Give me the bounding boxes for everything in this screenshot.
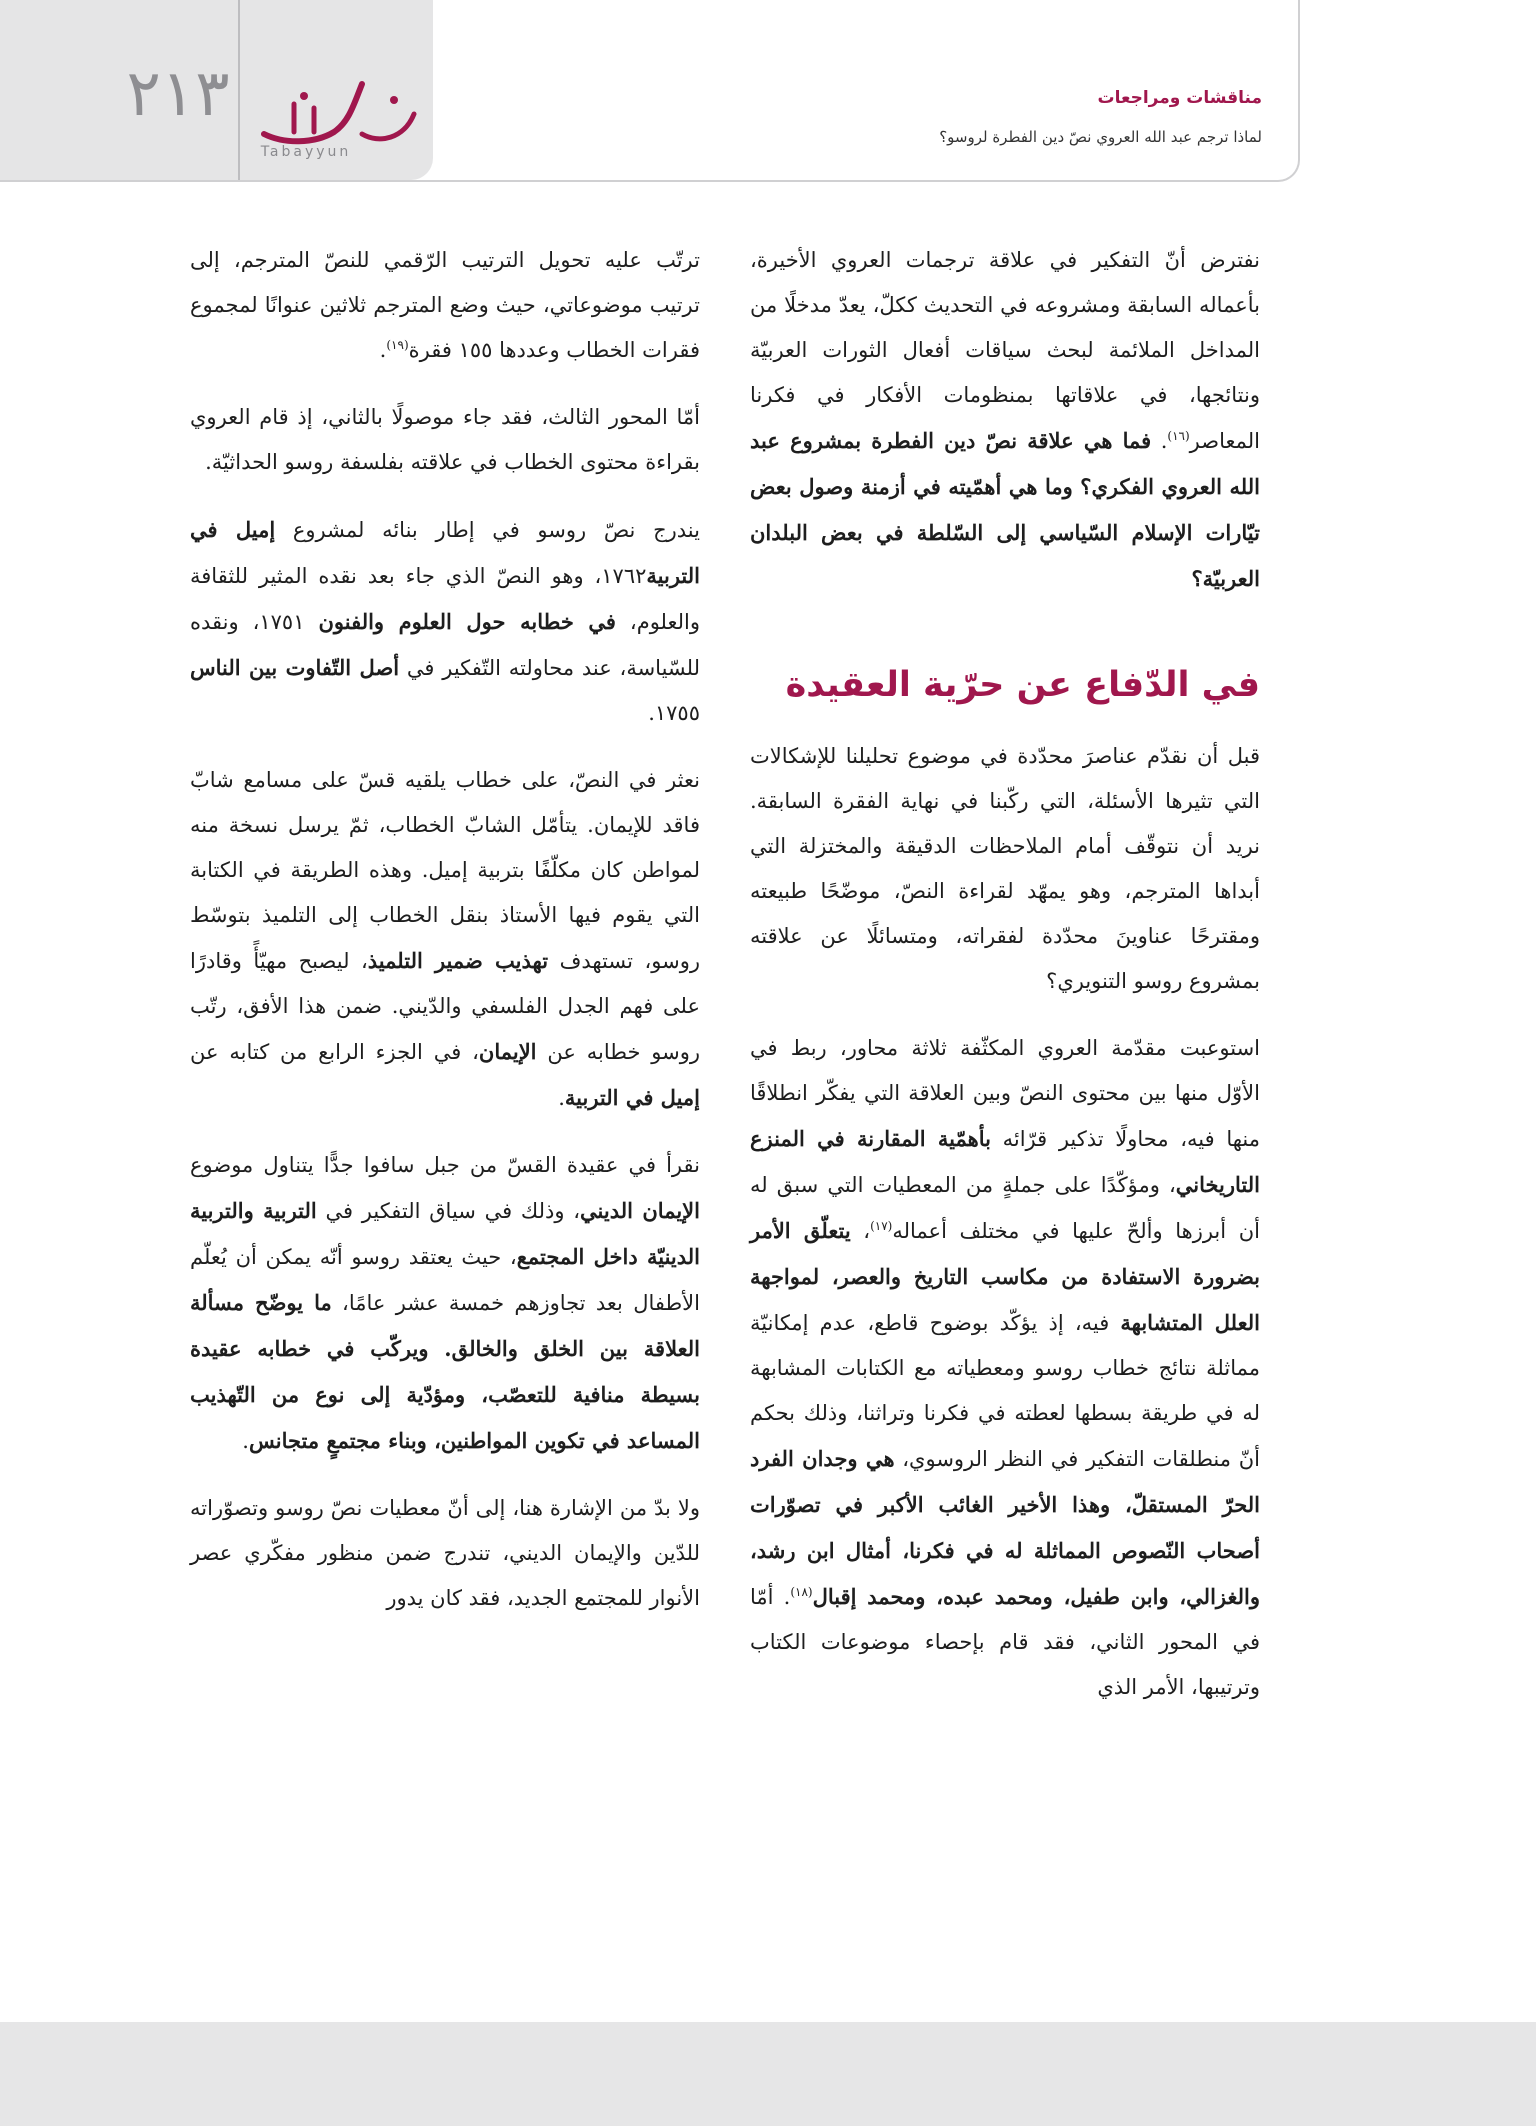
paragraph: يندرج نصّ روسو في إطار بنائه لمشروع إميل في التربية١٧٦٢، وهو النصّ الذي جاء بعد نقده المثير للثقافة والعلوم، في خطابه حول العلوم والفنون ١٧٥١، ونقده للسّياسة، عند محاولته التّفكير في أصل التّفاوت بين الناس ١٧٥٥. — [190, 517, 701, 725]
paragraph: ولا بدّ من الإشارة هنا، إلى أنّ معطيات نصّ روسو وتصوّراته للدّين والإيمان الديني، تندرج ضمن منظور مفكّري عصر الأنوار للمجتمع الجديد، فقد كان يدور — [190, 1496, 700, 1610]
page-number: ٢١٣ — [126, 57, 230, 131]
section-title: مناقشات ومراجعات — [1097, 88, 1262, 108]
paragraph: نقرأ في عقيدة القسّ من جبل سافوا جدًّا يتناول موضوع الإيمان الديني، وذلك في سياق التفكير في التربية والتربية الدينيّة داخل المجتمع، حيث يعتقد روسو أنّه يمكن أن يُعلّم الأطفال بعد تجاوزهم خمسة عشر عامًا، ما يوضّح مسألة العلاقة بين الخلق والخالق. ويركّب في خطابه عقيدة بسيطة منافية للتعصّب، ومؤدّية إلى نوع من التّهذيب المساعد في تكوين المواطنين، وبناء مجتمعٍ متجانس. — [190, 1153, 701, 1453]
footnote-ref[interactable]: (١٩) — [386, 338, 409, 352]
left-text-column — [190, 238, 700, 1643]
footnote-ref[interactable]: (١٦) — [1167, 429, 1190, 443]
paragraph: قبل أن نقدّم عناصرَ محدّدة في موضوع تحليلنا للإشكالات التي تثيرها الأسئلة، التي ركّبنا في نهاية الفقرة السابقة. نريد أن نتوقّف أمام الملاحظات الدقيقة والمختزلة التي أبداها المترجم، وهو يمهّد لقراءة النصّ، موضّحًا طبيعته ومقترحًا عناوينَ محدّدة لفقراته، ومتسائلًا عن علاقته بمشروع روسو التنويري؟ — [750, 744, 1260, 993]
paragraph: ترتّب عليه تحويل الترتيب الرّقمي للنصّ المترجم، إلى ترتيب موضوعاتي، حيث وضع المترجم ثلاثين عنوانًا لمجموع فقرات الخطاب وعددها ١٥٥ فقرة$^{(١٩)}$. — [190, 248, 700, 362]
header-divider — [238, 0, 240, 180]
logo-latin-text: Tabayyun — [260, 144, 352, 160]
section-heading: في الدّفاع عن حرّية العقيدة — [785, 665, 1260, 705]
footnote-ref[interactable]: (١٧) — [870, 1219, 893, 1233]
footnote-ref[interactable]: (١٨) — [790, 1585, 813, 1599]
paragraph: أمّا المحور الثالث، فقد جاء موصولًا بالثاني، إذ قام العروي بقراءة محتوى الخطاب في علاقته بفلسفة روسو الحداثيّة. — [190, 405, 700, 474]
right-text-column — [750, 238, 1260, 1732]
paragraph: استوعبت مقدّمة العروي المكثّفة ثلاثة محاور، ربط في الأوّل منها بين محتوى النصّ وبين العلاقة التي يفكّر انطلاقًا منها فيه، محاولًا تذكير قرّائه بأهمّية المقارنة في المنزع التاريخاني، ومؤكّدًا على جملةٍ من المعطيات التي سبق له أن أبرزها وألحّ عليها في مختلف أعماله$^{(١٧)}$، يتعلّق الأمر بضرورة الاستفادة من مكاسب التاريخ والعصر، لمواجهة العلل المتشابهة فيه، إذ يؤكّد بوضوح قاطع، عدم إمكانيّة مماثلة نتائج خطاب روسو ومعطياته مع الكتابات المشابهة له في طريقة بسطها لعطته في فكرنا وتراثنا، وذلك بحكم أنّ منطلقات التفكير في النظر الروسوي، هي وجدان الفرد الحرّ المستقلّ، وهذا الأخير الغائب الأكبر في تصوّرات أصحاب النّصوص المماثلة له في فكرنا، أمثال ابن رشد، والغزالي، وابن طفيل، ومحمد عبده، ومحمد إقبال$^{(١٨)}$. أمّا في المحور الثاني، فقد قام بإحصاء موضوعات الكتاب وترتيبها، الأمر الذي — [750, 1036, 1260, 1699]
paragraph: نعثر في النصّ، على خطاب يلقيه قسّ على مسامع شابّ فاقد للإيمان. يتأمّل الشابّ الخطاب، ثمّ يرسل نسخة منه لمواطن كان مكلّفًا بتربية إميل. وهذه الطريقة في الكتابة التي يقوم فيها الأستاذ بنقل الخطاب إلى التلميذ بتوسّط روسو، تستهدف تهذيب ضمير التلميذ، ليصبح مهيّأً وقادرًا على فهم الجدل الفلسفي والدّيني. ضمن هذا الأفق، رتّب روسو خطابه عن الإيمان، في الجزء الرابع من كتابه عن إميل في التربية. — [190, 768, 700, 1110]
bottom-margin-band — [0, 2022, 1536, 2126]
paragraph: نفترض أنّ التفكير في علاقة ترجمات العروي الأخيرة، بأعماله السابقة ومشروعه في التحديث ككلّ، يعدّ مدخلًا من المداخل الملائمة لبحث سياقات أفعال الثورات العربيّة ونتائجها، في علاقاتها بمنظومات الأفكار في فكرنا المعاصر$^{(١٦)}$. فما هي علاقة نصّ دين الفطرة بمشروع عبد الله العروي الفكري؟ وما هي أهمّيته في أزمنة وصول بعض تيّارات الإسلام السّياسي إلى السّلطة في بعض البلدان العربيّة؟ — [750, 248, 1260, 591]
article-subtitle: لماذا ترجم عبد الله العروي نصّ دين الفطرة لروسو؟ — [939, 128, 1262, 146]
